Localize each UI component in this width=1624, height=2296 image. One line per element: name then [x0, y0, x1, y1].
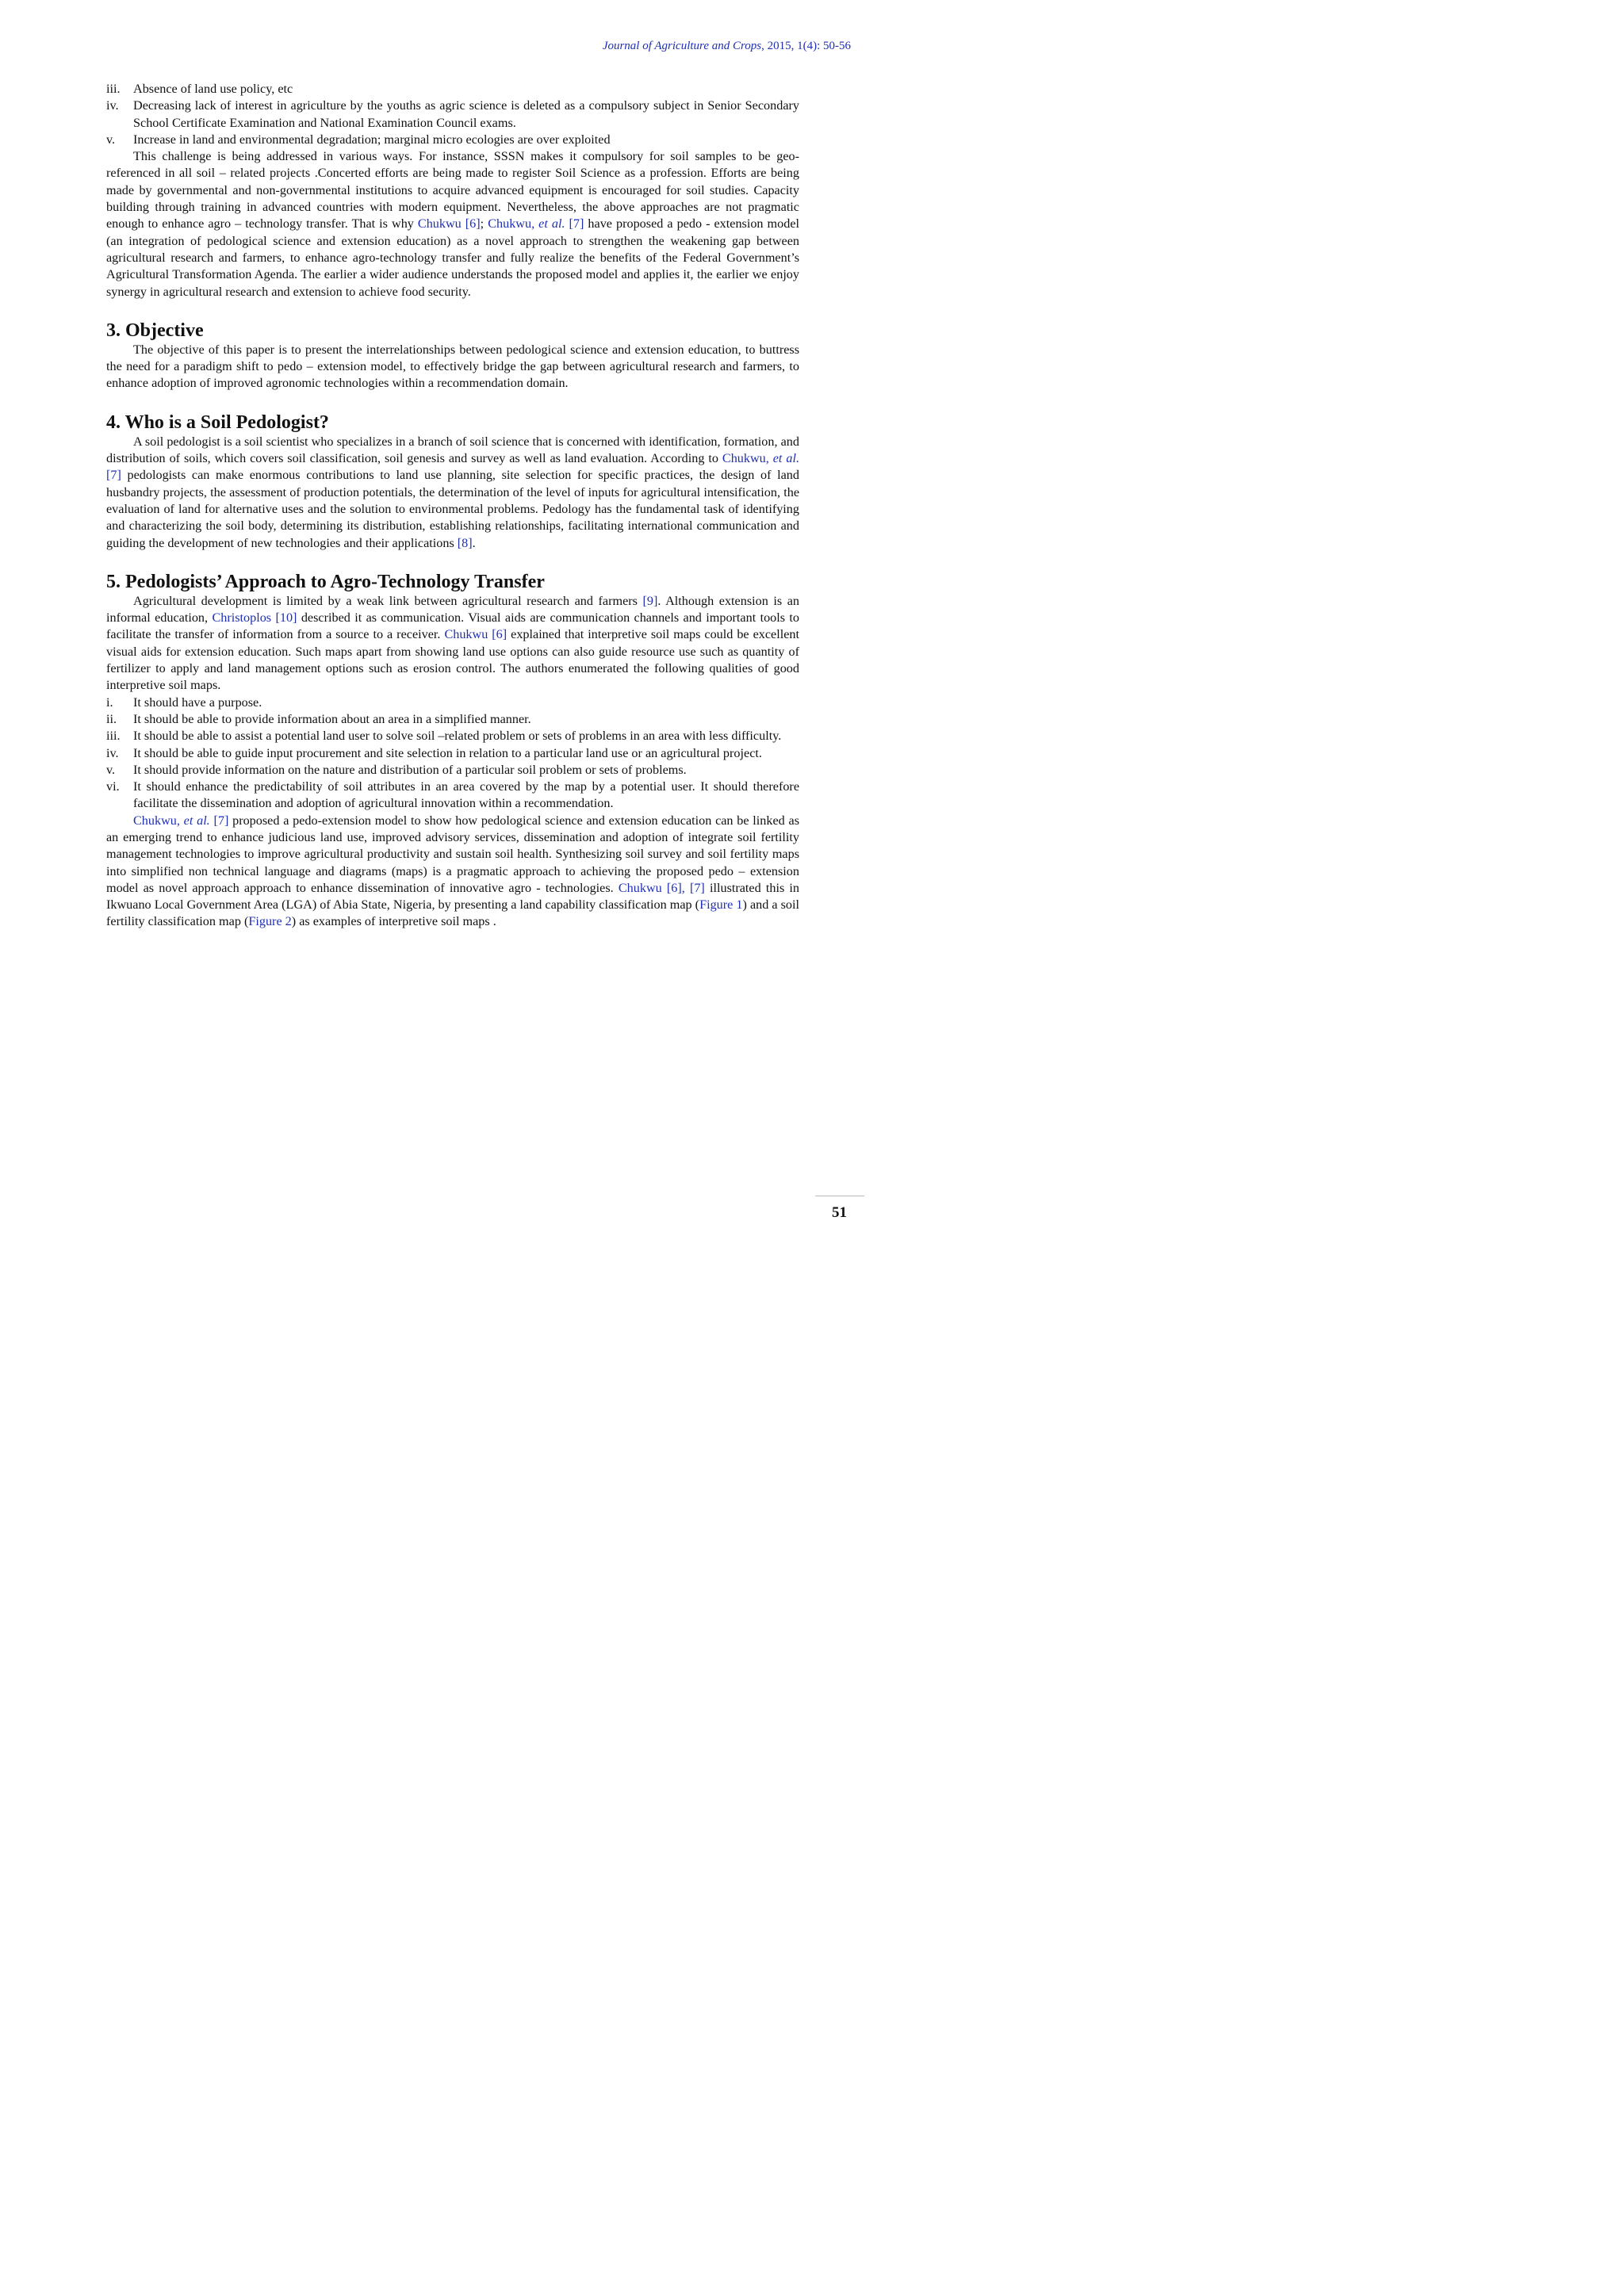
list-item: iii. It should be able to assist a potential land user to solve soil –related problem or sets of problems in an area with less difficulty.	[106, 729, 782, 744]
citation-link[interactable]: Chukwu, et al. [7]	[106, 451, 799, 483]
section-heading-approach: 5. Pedologists’ Approach to Agro-Technology Transfer	[106, 571, 545, 592]
list-item: ii. It should be able to provide information about an area in a simplified manner.	[106, 711, 531, 726]
paragraph-pedologist: A soil pedologist is a soil scientist who specializes in a branch of soil science that is concerned with identification, formation, and distribution of soils, which covers soil classification, soil genesis and survey as well as land evaluation. According to Chukwu, et al. [7] pedologists can make enormous contributions to land use planning, site selection for specific practices, the design of land husbandry projects, the assessment of production potentials, the determination of the level of inputs for agricultural intensification, the evaluation of land for alternative uses and the solution to environmental problems. Pedology has the fundamental task of identifying and characterizing the soil body, determining its distribution, establishing relationships, facilitating international communication and guiding the development of new technologies and their applications [8].	[106, 434, 799, 550]
citation-link[interactable]: Chukwu, et al. [7]	[133, 813, 229, 828]
list-item: iv. Decreasing lack of interest in agriculture by the youths as agric science is deleted as a compulsory subject in Senior Secondary School Certificate Examination and National Examination Council exams.	[106, 98, 799, 130]
list-problems	[106, 81, 799, 148]
list-map-qualities	[106, 695, 799, 813]
paragraph-objective: The objective of this paper is to present the interrelationships between pedological science and extension education, to buttress the need for a paradigm shift to pedo – extension model, to effectively bridge the gap between agricultural research and farmers, to enhance adoption of improved agronomic technologies within a recommendation domain.	[106, 342, 799, 391]
page-body	[106, 81, 799, 931]
paragraph-model: Chukwu, et al. [7] proposed a pedo-extension model to show how pedological science and extension education can be linked as an emerging trend to enhance judicious land use, improved advisory services, dissemination and adoption of integrate soil fertility management technologies to improve agricultural productivity and sustain soil health. Synthesizing soil survey and soil fertility maps into simplified non technical language and diagrams (maps) is a pragmatic approach to achieving the proposed pedo – extension model as novel approach approach to enhance dissemination of innovative agro - technologies. Chukwu [6], [7] illustrated this in Ikwuano Local Government Area (LGA) of Abia State, Nigeria, by presenting a land capability classification map (Figure 1) and a soil fertility classification map (Figure 2) as examples of interpretive soil maps .	[106, 813, 799, 929]
list-item: v. Increase in land and environmental degradation; marginal micro ecologies are over exploited	[106, 132, 611, 147]
list-item: i. It should have a purpose.	[106, 695, 262, 710]
list-item: iii. Absence of land use policy, etc	[106, 82, 293, 96]
citation-link[interactable]: Chukwu, et al. [7]	[488, 216, 584, 232]
citation-link[interactable]: Chukwu [6]	[417, 216, 481, 232]
section-heading-pedologist: 4. Who is a Soil Pedologist?	[106, 411, 329, 433]
citation-link[interactable]: [8]	[457, 535, 473, 550]
page-number: 51	[832, 1204, 847, 1221]
list-item: v. It should provide information on the nature and distribution of a particular soil problem or sets of problems.	[106, 762, 687, 777]
citation-link[interactable]: [9]	[642, 593, 658, 608]
paragraph-approach: Agricultural development is limited by a weak link between agricultural research and farmers [9]. Although extension is an informal education, Christoplos [10] described it as communication. Visual aids are communication channels and important tools to facilitate the transfer of information from a source to a receiver. Chukwu [6] explained that interpretive soil maps could be excellent visual aids for extension education. Such maps apart from showing land use options can also guide resource use such as quantity of fertilizer to apply and land management options such as erosion control. The authors enumerated the following qualities of good interpretive soil maps.	[106, 593, 800, 693]
journal-title: Journal of Agriculture and Crops	[602, 40, 762, 52]
list-item: iv. It should be able to guide input procurement and site selection in relation to a particular land use or an agricultural project.	[106, 745, 762, 760]
figure-link[interactable]: Figure 1	[699, 897, 743, 913]
citation-link[interactable]: Chukwu [6]	[444, 627, 508, 642]
citation-link[interactable]: Christoplos [10]	[212, 610, 297, 626]
list-item: vi. It should enhance the predictability of soil attributes in an area covered by the map by a potential user. It should therefore facilitate the dissemination and adoption of agricultural innovation within a recommendation.	[106, 779, 799, 811]
running-header	[603, 40, 851, 53]
figure-link[interactable]: Figure 2	[248, 914, 292, 929]
section-heading-objective: 3. Objective	[106, 320, 204, 341]
paragraph-challenge: This challenge is being addressed in various ways. For instance, SSSN makes it compulsory for soil samples to be geo-referenced in all soil – related projects .Concerted efforts are being made to register Soil Science as a profession. Efforts are being made by governmental and non-governmental institutions to acquire advanced equipment is encouraged for soil studies. Capacity building through training in advanced countries with modern equipment. Nevertheless, the above approaches are not pragmatic enough to enhance agro – technology transfer. That is why Chukwu [6]; Chukwu, et al. [7] have proposed a pedo - extension model (an integration of pedological science and extension education) as a novel approach to strengthen the weakening gap between agricultural research and farmers, to enhance agro-technology transfer and fully realize the benefits of the Federal Government’s Agricultural Transformation Agenda. The earlier a wider audience understands the proposed model and applies it, the earlier we enjoy synergy in agricultural research and extension to achieve food security.	[106, 149, 800, 299]
journal-citation: , 2015, 1(4): 50-56	[761, 40, 851, 52]
citation-link[interactable]: Chukwu [6], [7]	[618, 880, 705, 895]
